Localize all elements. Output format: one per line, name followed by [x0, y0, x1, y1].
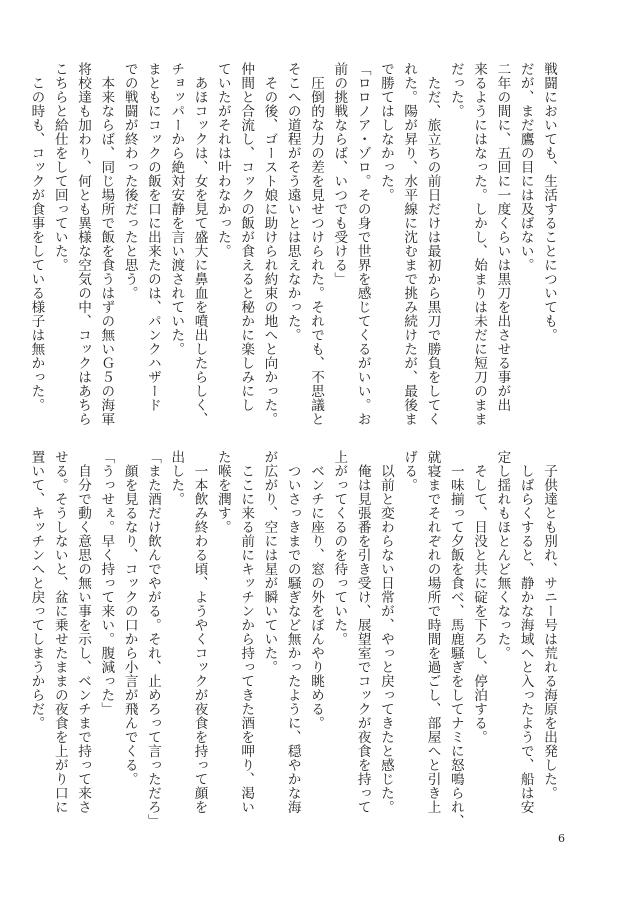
text-line: まともにコックの飯を口に出来たのは、パンクハザード	[144, 62, 161, 412]
page-number: 6	[558, 832, 565, 845]
text-line: こちらと給仕をして回っていた。	[51, 62, 68, 272]
text-line: 「うっせぇ。早く持って来い。腹減った」	[98, 450, 115, 716]
text-line: 圧倒的な力の差を見せつけられた。それでも、不思議と	[308, 62, 325, 426]
text-line: 「また酒だけ飲んでやがる。それ、止めろって言っただろ」	[144, 450, 161, 828]
text-line: 子供達とも別れ、サニー号は荒れる海原を出発した。	[541, 450, 557, 800]
text-line: 「ロロノア・ゾロ。その身で世界を感じてくるがいい。お	[354, 62, 371, 426]
text-line: 定し揺れもほとんど無くなった。	[494, 450, 511, 660]
text-line: この時も、コックが食事をしている様子は無かった。	[28, 62, 45, 412]
text-line: 置いて、キッチンへと戻ってしまうからだ。	[28, 450, 45, 730]
text-line: 一本飲み終わる頃、ようやくコックが夜食を持って顔を	[191, 450, 208, 814]
text-line: 将校達も加わり、何とも異様な空気の中、コックはあちら	[75, 62, 92, 426]
text-line: あほコックは、女を見て盛大に鼻血を噴出したらしく、	[191, 62, 208, 426]
text-line: 出した。	[168, 450, 185, 506]
text-line: が広がり、空には星が瞬いていた。	[261, 450, 278, 674]
text-line: 一味揃って夕飯を食べ、馬鹿騒ぎをしてナミに怒鳴られ、	[447, 450, 464, 828]
text-line: その後、ゴースト娘に助けられ約束の地へと向かった。	[261, 62, 278, 426]
text-line: 上がってくるのを待っていた。	[331, 450, 348, 646]
text-line: 前の挑戦ならば、いつでも受ける」	[331, 62, 348, 286]
text-line: れた。陽が昇り、水平線に沈むまで挑み続けたが、最後ま	[401, 62, 418, 426]
text-line: せる。そうしないと、盆に乗せたままの夜食を上がり口に	[51, 450, 68, 814]
text-line: た喉を潤す。	[214, 450, 231, 534]
text-line: 自分で動く意思の無い事を示し、ベンチまで持って来さ	[75, 450, 92, 814]
text-line: 顔を見るなり、コックの口から小言が飛んでくる。	[121, 450, 138, 786]
text-line: しばらくすると、静かな海域へと入ったようで、船は安	[517, 450, 534, 814]
text-line: 仲間と合流し、コックの飯が食えると秘かに楽しみにし	[238, 62, 255, 412]
text-line: 就寝までそれぞれの場所で時間を過ごし、部屋へと引き上	[424, 450, 441, 814]
text-line: 以前と変わらない日常が、やっと戻ってきたと感じた。	[377, 450, 394, 814]
text-block-top	[24, 62, 560, 426]
text-line: での戦闘が終わった後だったと思う。	[121, 62, 138, 300]
text-block-bottom	[24, 450, 560, 828]
text-line: ただ、旅立ちの前日だけは最初から黒刀で勝負をしてく	[424, 62, 441, 426]
text-line: ここに来る前にキッチンから持ってきた酒を呷り、渇い	[238, 450, 255, 814]
text-line: 来るようにはなった。しかし、始まりは未だに短刀のまま	[471, 62, 488, 426]
text-line: だった。	[447, 62, 464, 118]
text-line: げる。	[401, 450, 418, 492]
text-line: ていたがそれは叶わなかった。	[214, 62, 231, 258]
text-line: ベンチに座り、窓の外をぼんやり眺める。	[308, 450, 325, 730]
text-line: で勝てはしなかった。	[377, 62, 394, 202]
text-line: 二年の間に、五回に一度くらいは黒刀を出させる事が出	[494, 62, 511, 412]
text-line: そこへの道程がそう遠いとは思えなかった。	[284, 62, 301, 342]
text-line: ついさっきまでの騒ぎなど無かったように、穏やかな海	[284, 450, 301, 814]
text-line: 本来ならば、同じ場所で飯を食うはずの無いＧ５の海軍	[98, 62, 115, 426]
text-line: だが、まだ鷹の目には及ばない。	[517, 62, 534, 272]
text-line: そして、日没と共に碇を下ろし、停泊する。	[471, 450, 488, 744]
text-line: チョッパーから絶対安静を言い渡されていた。	[168, 62, 185, 356]
text-line: 戦闘においても、生活することについても。	[541, 62, 557, 342]
text-line: 俺は見張番を引き受け、展望室でコックが夜食を持って	[354, 450, 371, 814]
